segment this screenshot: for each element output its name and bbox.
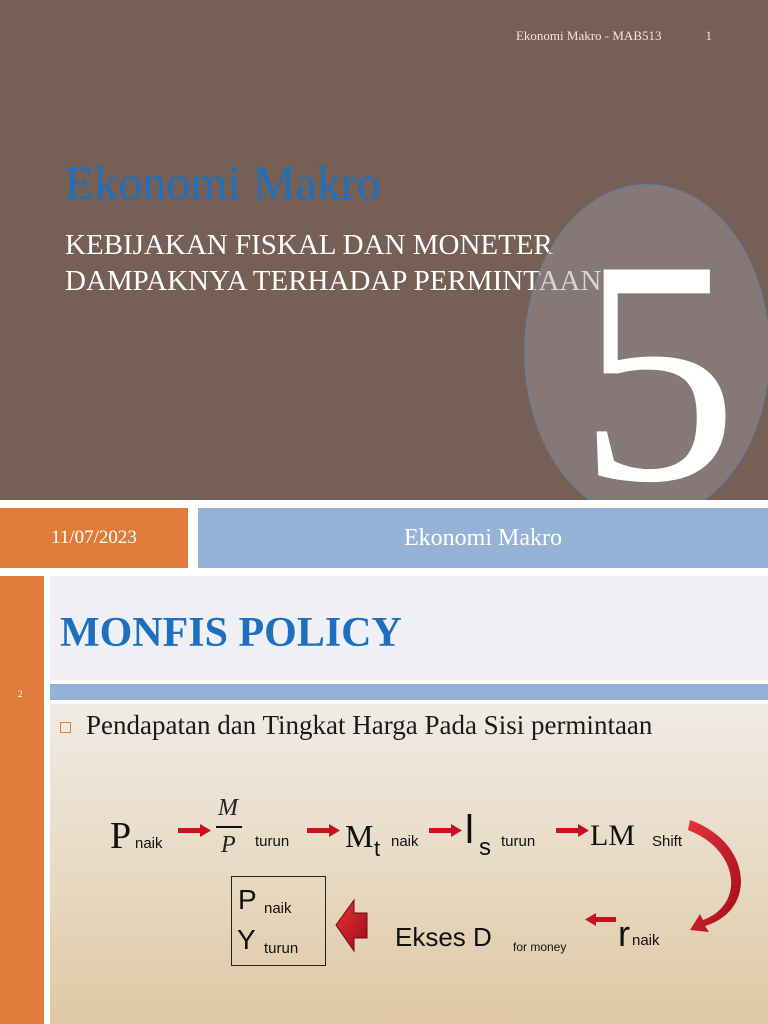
slide-title: Ekonomi Makro [65,157,381,210]
r-naik-label: naik [632,932,660,949]
arrow-left-icon [585,913,616,926]
fraction-bar [216,826,242,828]
bullet-text: Pendapatan dan Tingkat Harga Pada Sisi permintaan [86,710,653,740]
arrow-right-icon [178,824,211,837]
mt-naik-label: naik [391,833,419,850]
block-arrow-left-icon [336,900,367,951]
ls-subscript: s [479,834,491,861]
slide-subtitle [65,227,601,299]
fraction-numerator: M [218,795,238,821]
fraction-denominator: P [221,832,236,858]
mt-variable: M [345,818,374,854]
slide-2 [0,500,768,1024]
slide-header [516,28,712,44]
chapter-number: 5 [578,195,738,500]
lm-shift-label: Shift [652,833,683,850]
p-variable: P [110,815,132,857]
slide-1 [0,0,768,500]
mt-subscript: t [374,836,381,861]
curved-arrow-icon [688,820,741,932]
footer-title: Ekonomi Makro [198,508,768,568]
date-footer: 11/07/2023 [0,508,188,568]
subtitle-line-2: DAMPAKNYA TERHADAP PERMINTAAN [65,265,602,297]
result-p-variable: P [238,884,257,915]
subtitle-line-1: KEBIJAKAN FISKAL DAN MONETER [65,229,553,261]
p-naik-label: naik [135,835,163,852]
result-y-turun-label: turun [264,940,299,957]
result-y-variable: Y [237,924,256,955]
ls-turun-label: turun [501,833,536,850]
ekses-d-label: Ekses D [395,922,492,952]
mp-turun-label: turun [255,833,290,850]
slide-page-number: 2 [18,689,23,699]
arrow-right-icon [556,824,589,837]
r-variable: r [618,913,630,954]
slide-title: MONFIS POLICY [60,610,402,656]
slide-page-number: 1 [705,28,712,43]
arrow-right-icon [307,824,340,837]
ls-variable: l [465,808,474,852]
course-label: Ekonomi Makro - MAB513 [515,28,662,43]
result-p-naik-label: naik [264,900,292,917]
for-money-label: for money [513,940,567,954]
arrow-right-icon [429,824,462,837]
lm-variable: LM [590,819,635,852]
